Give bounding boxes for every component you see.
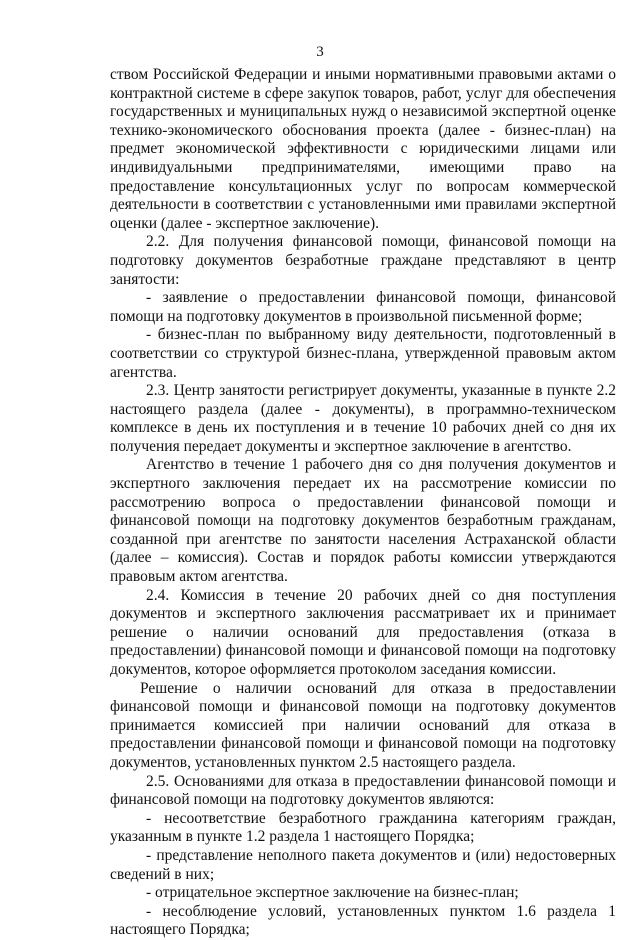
list-item-business-plan: - бизнес-план по выбранному виду деятельности, подготовленный в соответствии со структурой бизнес-плана, утвержденной правовым актом агентства.: [110, 326, 616, 381]
paragraph-agency: Агентство в течение 1 рабочего дня со дня получения документов и экспертного заключения передает их на рассмотрение комиссии по рассмотрению вопроса о предоставлении финансовой помощи и финансовой помощи на подготовку документов безработным гражданам, созданной при агентстве по занятости населения Астраханской области (далее – комиссия). Состав и порядок работы комиссии утверждаются правовым актом агентства.: [110, 456, 616, 586]
paragraph-2-4: 2.4. Комиссия в течение 20 рабочих дней со дня поступления документов и экспертного заключения рассматривает их и принимает решение о наличии оснований для предоставления (отказа в предоставлении) финансовой помощи и финансовой помощи на подготовку документов, которое оформляется протоколом заседания комиссии.: [110, 586, 616, 678]
list-item-negative-conclusion: - отрицательное экспертное заключение на бизнес-план;: [146, 884, 519, 902]
list-item-category-mismatch: - несоответствие безработного гражданина категориям граждан, указанным в пункте 1.2 раздела 1 настоящего Порядка;: [110, 809, 616, 846]
list-item-conditions-violation: - несоблюдение условий, установленных пунктом 1.6 раздела 1 настоящего Порядка;: [110, 902, 616, 939]
page-number: 3: [316, 44, 324, 60]
list-item-incomplete-documents: - представление неполного пакета документов и (или) недостоверных сведений в них;: [110, 846, 616, 883]
paragraph-continuation: ством Российской Федерации и иными нормативными правовыми актами о контрактной системе в сфере закупок товаров, работ, услуг для обеспечения государственных и муниципальных нужд о независимой экспертной оценке технико-экономического обоснования проекта (далее - бизнес-план) на предмет экономической эффективности с юридическими лицами или индивидуальными предпринимателями, имеющими право на предоставление консультационных услуг по вопросам коммерческой деятельности в соответствии с установленными ими правилами экспертной оценки (далее - экспертное заключение).: [110, 66, 616, 232]
paragraph-2-3: 2.3. Центр занятости регистрирует документы, указанные в пункте 2.2 настоящего раздела (далее - документы), в программно-техническом комплексе в день их поступления и в течение 10 рабочих дней со дня их получения передает документы и экспертное заключение в агентство.: [110, 382, 616, 455]
document-body: [110, 66, 616, 940]
list-item-application: - заявление о предоставлении финансовой помощи, финансовой помощи на подготовку документов в произвольной письменной форме;: [110, 289, 616, 325]
paragraph-2-5: 2.5. Основаниями для отказа в предоставлении финансовой помощи и финансовой помощи на подготовку документов являются:: [110, 772, 616, 809]
paragraph-2-2: 2.2. Для получения финансовой помощи, финансовой помощи на подготовку документов безработные граждане представляют в центр занятости:: [110, 233, 616, 288]
paragraph-refusal-decision: Решение о наличии оснований для отказа в предоставлении финансовой помощи и финансовой помощи на подготовку документов принимается комиссией при наличии оснований для отказа в предоставлении финансовой помощи и финансовой помощи на подготовку документов, установленных пунктом 2.5 настоящего раздела.: [110, 679, 616, 771]
